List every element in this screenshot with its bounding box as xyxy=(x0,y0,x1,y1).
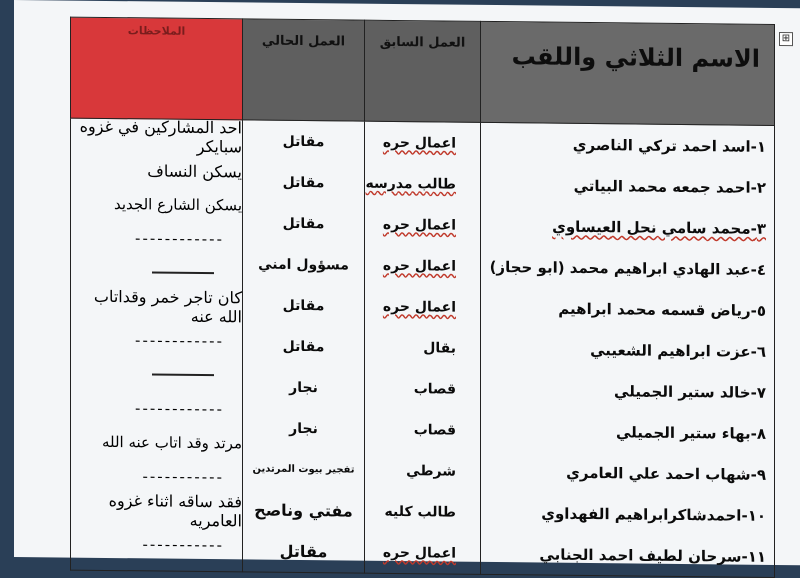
note-rule xyxy=(152,373,214,376)
name-cell: ٨-بهاء ستير الجميلي xyxy=(615,422,766,443)
previous-job-column xyxy=(365,121,481,574)
note-line xyxy=(71,255,242,291)
name-cell: ١-اسد احمد تركي الناصري xyxy=(572,135,766,156)
header-name: الاسم الثلاثي واللقب xyxy=(481,21,775,125)
note-line: احد المشاركين في غزوه سبايكر xyxy=(79,116,242,157)
name-cell: ٤-عبد الهادي ابراهيم محمد (ابو حجاز) xyxy=(489,257,766,279)
name-cell: ٣-محمد سامي نحل العيساوي xyxy=(552,217,766,238)
previous-job-cell: طالب مدرسه xyxy=(365,175,456,193)
current-job-cell: مقاتل xyxy=(282,215,325,232)
note-line: كان تاجر خمر وقداتاب الله عنه xyxy=(93,286,242,327)
name-cell: ١١-سرحان لطيف احمد الجنابي xyxy=(539,545,766,566)
table-move-handle-icon[interactable]: ⊞ xyxy=(779,32,793,46)
name-cell: ٩-شهاب احمد علي العامري xyxy=(566,463,766,484)
current-job-cell: نجار xyxy=(289,420,318,437)
note-line xyxy=(71,357,242,393)
current-job-cell: تفجير بيوت المرتدين xyxy=(252,463,355,476)
previous-job-cell: بقال xyxy=(423,339,456,357)
names-column xyxy=(481,122,775,577)
current-job-cell: مقاتل xyxy=(282,133,325,150)
note-line: مرتد وقد اتاب عنه الله xyxy=(101,432,242,453)
current-job-cell: مفتي وناصح xyxy=(254,500,353,521)
header-notes: الملاحظات xyxy=(71,17,243,120)
previous-job-cell: قصاب xyxy=(413,380,456,398)
header-previous-job: العمل السابق xyxy=(365,20,481,122)
note-line: ----------- xyxy=(142,467,224,487)
previous-job-cell: اعمال حره xyxy=(382,298,456,316)
current-job-cell: مقاتل xyxy=(279,541,328,562)
name-cell: ١٠-احمدشاكرابراهيم الفهداوي xyxy=(541,504,766,525)
previous-job-cell: اعمال حره xyxy=(382,216,456,234)
note-line: ------------ xyxy=(135,399,224,419)
previous-job-cell: طالب كليه xyxy=(384,503,456,521)
previous-job-cell: اعمال حره xyxy=(382,134,456,152)
notes-column xyxy=(71,118,243,572)
name-cell: ٦-عزت ابراهيم الشعيبي xyxy=(590,340,766,361)
previous-job-cell: اعمال حره xyxy=(382,544,456,562)
header-current-job: العمل الحالي xyxy=(243,19,365,121)
name-cell: ٢-احمد جمعه محمد البياتي xyxy=(573,176,766,197)
note-line: ------------ xyxy=(135,331,224,351)
current-job-cell: مقاتل xyxy=(282,174,325,191)
note-line: فقد ساقه اثناء غزوه العامريه xyxy=(108,490,242,531)
note-line: ------------ xyxy=(135,229,224,249)
current-job-cell: مسؤول امني xyxy=(258,256,349,274)
name-cell: ٥-رياض قسمه محمد ابراهيم xyxy=(558,299,766,320)
note-line: يسكن النساف xyxy=(147,160,242,181)
note-line: ----------- xyxy=(142,535,224,555)
previous-job-cell: اعمال حره xyxy=(382,257,456,275)
note-line: يسكن الشارع الجديد xyxy=(113,195,242,215)
current-job-cell: مقاتل xyxy=(282,297,325,314)
current-job-column xyxy=(243,120,365,573)
previous-job-cell: شرطي xyxy=(406,462,456,480)
document-screen xyxy=(14,0,800,565)
current-job-cell: مقاتل xyxy=(282,338,325,355)
previous-job-cell: قصاب xyxy=(413,421,456,439)
current-job-cell: نجار xyxy=(289,379,318,396)
fighters-table xyxy=(70,17,775,578)
note-rule xyxy=(152,271,214,274)
name-cell: ٧-خالد ستير الجميلي xyxy=(614,381,766,402)
